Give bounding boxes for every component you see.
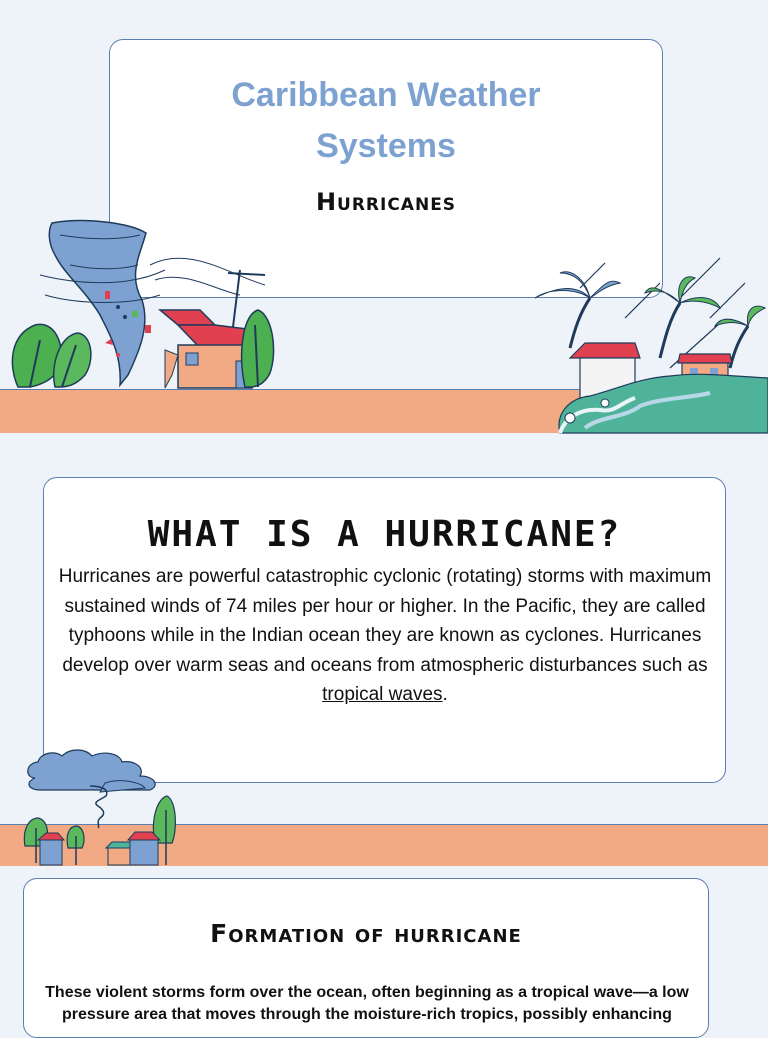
tropical-waves-link[interactable]: tropical waves — [322, 684, 443, 705]
what-is-hurricane-card — [43, 477, 726, 783]
page-subtitle: Hurricanes — [315, 188, 457, 216]
body-text: Hurricanes are powerful catastrophic cyclonic (rotating) storms with maximum sustained winds of 74 miles per hour or higher. In the Pacific, they are called typhoons while in the Indian ocean they are known as cyclones. Hurricanes develop over warm seas and oceans from atmospheric disturbances such as — [58, 566, 712, 676]
formation-card — [23, 878, 709, 1038]
tree-icon — [12, 324, 91, 387]
page-title — [110, 70, 662, 172]
section-body — [50, 562, 720, 710]
tornado-illustration — [0, 215, 290, 395]
house-icon — [160, 310, 255, 388]
body-end: . — [442, 684, 448, 705]
section-body: These violent storms form over the ocean, often beginning as a tropical wave—a low pressure area that moves through the moisture-rich tropics, possibly enhancing — [45, 984, 689, 1023]
page-title-line-1: Caribbean Weather — [231, 76, 541, 114]
page-title-line-2: Systems — [316, 127, 456, 165]
tornado-icon — [90, 786, 107, 828]
flood-illustration — [530, 258, 768, 433]
storm-illustration — [20, 748, 190, 868]
section-heading: WHAT IS A HURRICANE? — [147, 514, 622, 555]
section-heading: Formation of hurricane — [210, 919, 522, 948]
house-icon — [38, 832, 160, 865]
